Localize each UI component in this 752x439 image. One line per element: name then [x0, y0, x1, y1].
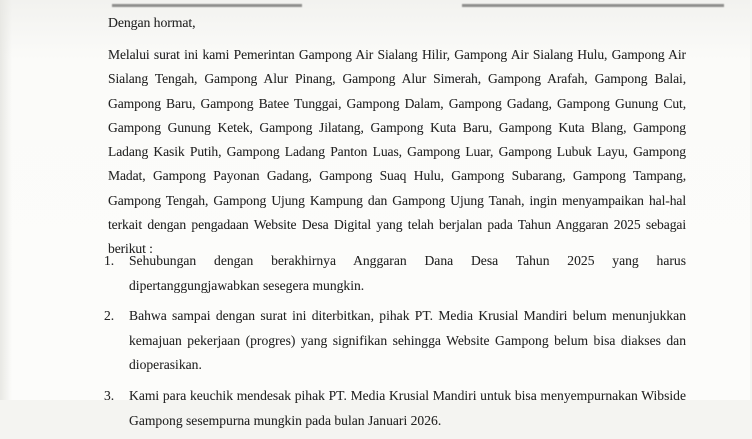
page-left-shadow — [0, 0, 12, 400]
list-item — [104, 304, 686, 378]
letter-numbered-list — [104, 249, 686, 439]
list-item-number: 1. — [104, 253, 115, 268]
list-item-number: 3. — [104, 387, 115, 403]
list-item — [104, 384, 686, 433]
list-item-text: Bahwa sampai dengan surat ini diterbitkan, pihak PT. Media Krusial Mandiri belum menunjukkan kemajuan pekerjaan (progres) yang signifikan sehingga Website Gampong belum bisa diakses dan dioperasikan. — [129, 308, 686, 373]
list-item-text: Kami para keuchik mendesak pihak PT. Media Krusial Mandiri untuk bisa menyempurnakan Wibside Gampong sesempurna mungkin pada bulan Januari 2026. — [129, 387, 686, 428]
list-item-text: Sehubungan dengan berakhirnya Anggaran Dana Desa Tahun 2025 yang harus dipertanggungjawabkan sesegera mungkin. — [129, 253, 686, 293]
list-item-number: 2. — [104, 308, 115, 324]
clipped-header-fragment-left — [112, 0, 302, 7]
clipped-header-text — [112, 0, 752, 6]
list-item — [104, 249, 686, 298]
letter-salutation: Dengan hormat, — [108, 15, 196, 30]
letter-intro-paragraph: Melalui surat ini kami Pemerintan Gampong Air Sialang Hilir, Gampong Air Sialang Hulu, Gampong Air Sialang Tengah, Gampong Alur Pinang, Gampong Alur Simerah, Gampong Arafah, Gampong Balai, Gampong Baru, Gampong Batee Tunggai, Gampong Dalam, Gampong Gadang, Gampong Gunung Cut, Gampong Gunung Ketek, Gampong Jilatang, Gampong Kuta Baru, Gampong Kuta Blang, Gampong Ladang Kasik Putih, Gampong Ladang Panton Luas, Gampong Luar, Gampong Lubuk Layu, Gampong Madat, Gampong Payonan Gadang, Gampong Suaq Hulu, Gampong Subarang, Gampong Tampang, Gampong Tengah, Gampong Ujung Kampung dan Gampong Ujung Tanah, ingin menyampaikan hal-hal terkait dengan pengadaan Website Desa Digital yang telah berjalan pada Tahun Anggaran 2025 sebagai berikut : — [108, 47, 686, 257]
clipped-header-fragment-right — [462, 0, 724, 7]
